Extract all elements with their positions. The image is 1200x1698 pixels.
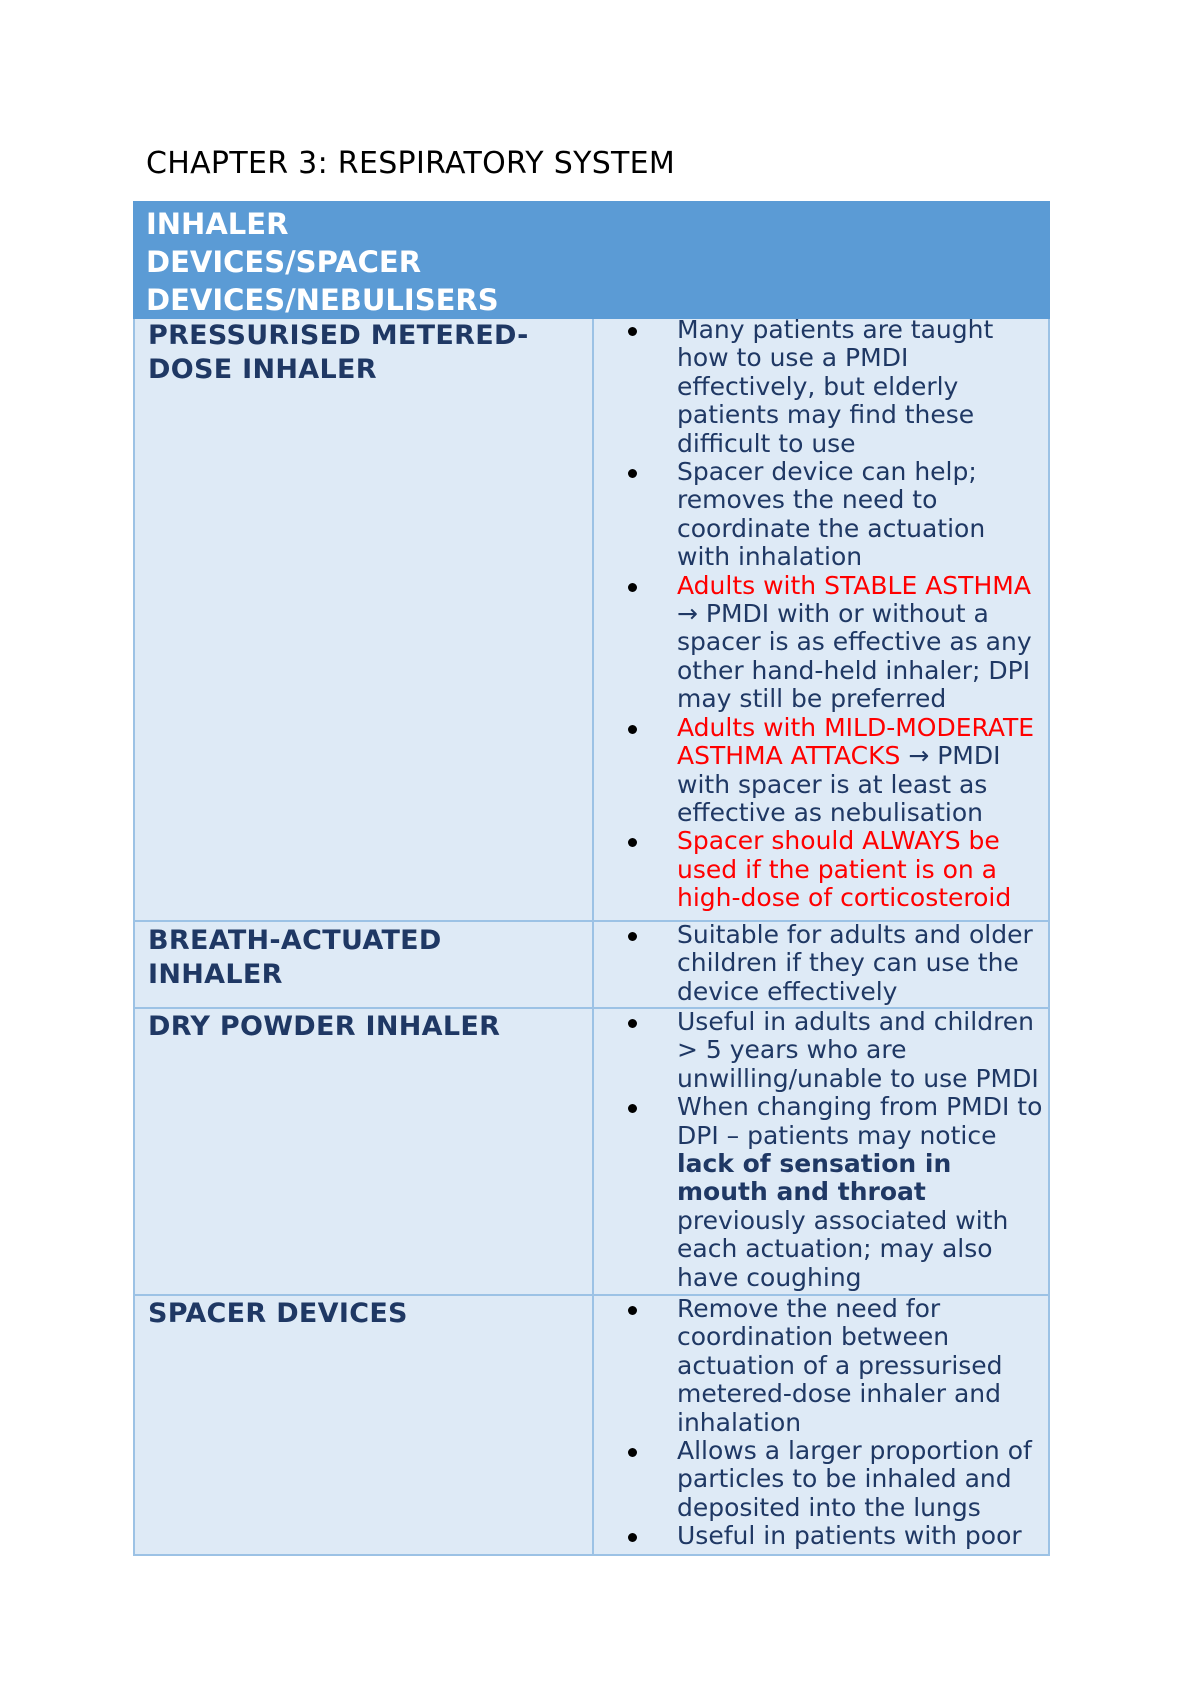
row-label-line: DOSE INHALER <box>148 354 377 385</box>
bullet-text: → PMDI with spacer is at least as effective as nebulisation <box>677 741 1001 827</box>
bullet-item <box>595 1295 1050 1437</box>
bullet-item <box>595 572 1050 714</box>
bullet-item <box>595 458 1050 572</box>
row-label-line: BREATH-ACTUATED <box>148 925 442 956</box>
table-header-title <box>146 205 566 319</box>
table-row-spacer-devices <box>133 1296 1050 1556</box>
row-label-line: DRY POWDER INHALER <box>148 1011 501 1042</box>
row-label <box>148 1297 568 1331</box>
table-row-dry-powder <box>133 1009 1050 1296</box>
bullet-item <box>595 714 1050 828</box>
table-header-line: DEVICES/NEBULISERS <box>146 283 499 317</box>
bullet-item <box>595 316 1050 458</box>
bullet-text: Many patients are taught how to use a PMDI effectively, but elderly patients may find these difficult to use <box>677 315 994 458</box>
column-divider <box>592 1296 594 1554</box>
row-bullets <box>595 316 1050 913</box>
bullet-text: → PMDI with or without a spacer is as effective as any other hand-held inhaler; DPI may still be preferred <box>677 599 1032 714</box>
row-label-line: INHALER <box>148 959 283 990</box>
bullet-text: Useful in patients with poor <box>677 1521 1022 1551</box>
bullet-text: When changing from PMDI to DPI – patients may notice <box>677 1092 1043 1150</box>
bullet-text: previously associated with each actuation; may also have coughing <box>677 1205 1009 1292</box>
row-label <box>148 319 568 387</box>
bullet-text: Remove the need for coordination between actuation of a pressurised metered-dose inhaler and inhalation <box>677 1294 1003 1437</box>
row-bullets <box>595 921 1050 1006</box>
row-label <box>148 924 568 992</box>
column-divider <box>592 922 594 1007</box>
bullet-item <box>595 1437 1050 1522</box>
table-header-line: INHALER <box>146 207 289 241</box>
bullet-item <box>595 1522 1050 1550</box>
row-label-line: PRESSURISED METERED- <box>148 320 529 351</box>
bullet-text: Allows a larger proportion of particles to be inhaled and deposited into the lungs <box>677 1436 1032 1522</box>
bullet-item <box>595 921 1050 1006</box>
bullet-text: lack of sensation in mouth and throat <box>677 1149 952 1207</box>
bullet-text: Useful in adults and children > 5 years who are unwilling/unable to use PMDI <box>677 1007 1039 1093</box>
row-bullets <box>595 1008 1050 1292</box>
column-divider <box>592 319 594 920</box>
row-bullets <box>595 1295 1050 1551</box>
table-header-line: DEVICES/SPACER <box>146 245 422 279</box>
bullet-item <box>595 827 1050 912</box>
table-row-breath-actuated <box>133 922 1050 1009</box>
bullet-text: Adults with STABLE ASTHMA <box>677 570 1031 600</box>
row-label <box>148 1010 568 1044</box>
bullet-item <box>595 1008 1050 1093</box>
row-label-line: SPACER DEVICES <box>148 1298 408 1329</box>
document-title: CHAPTER 3: RESPIRATORY SYSTEM <box>146 146 676 181</box>
bullet-text: Spacer device can help; removes the need to coordinate the actuation with inhalation <box>677 457 986 572</box>
bullet-item <box>595 1093 1050 1292</box>
bullet-text: Adults with MILD-MODERATE ASTHMA ATTACKS <box>677 712 1035 771</box>
bullet-text: Suitable for adults and older children if they can use the device effectively <box>677 920 1033 1006</box>
column-divider <box>592 1009 594 1294</box>
bullet-text: Spacer should ALWAYS be used if the patient is on a high-dose of corticosteroid <box>677 826 1012 913</box>
inhaler-devices-table <box>133 201 1050 1551</box>
table-header <box>133 201 1050 319</box>
table-row-pmdi <box>133 315 1050 922</box>
